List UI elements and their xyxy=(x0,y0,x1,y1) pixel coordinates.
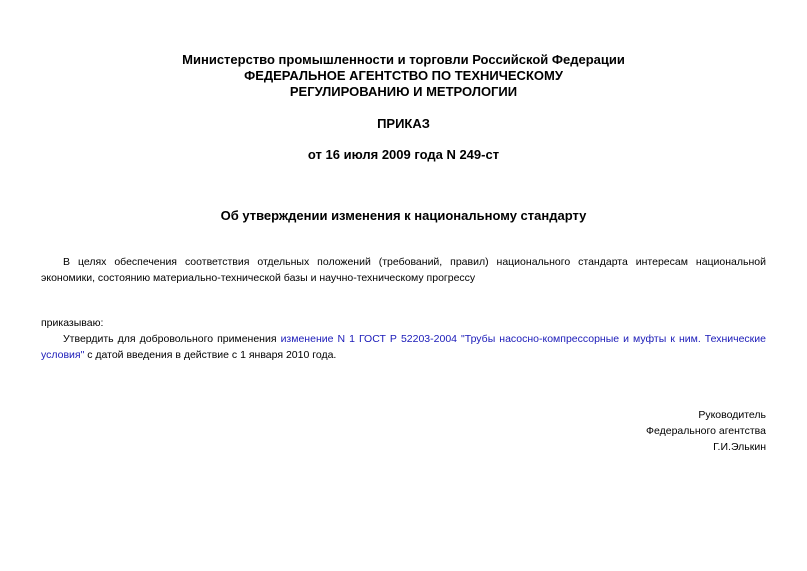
order-title: ПРИКАЗ xyxy=(377,116,430,131)
signatory-name: Г.И.Элькин xyxy=(713,441,766,453)
agency-name-line2: РЕГУЛИРОВАНИЮ И МЕТРОЛОГИИ xyxy=(289,84,518,99)
document-header xyxy=(0,52,807,100)
preamble-paragraph: В целях обеспечения соответствия отдельных положений (требований, правил) национального стандарта интересам национальной экономики, состоянию материально-технической базы и научно-техническому прогрессу xyxy=(41,256,766,284)
decree-word: приказываю: xyxy=(41,317,104,329)
signature-block xyxy=(646,407,766,455)
order-date: от 16 июля 2009 года N 249-ст xyxy=(307,147,500,162)
signatory-organization: Федерального агентства xyxy=(646,425,766,437)
order-subject: Об утверждении изменения к национальному стандарту xyxy=(220,208,587,223)
ministry-name: Министерство промышленности и торговли Российской Федерации xyxy=(182,52,625,67)
signatory-position: Руководитель xyxy=(698,409,766,421)
decree-item-prefix: Утвердить для добровольного применения xyxy=(63,333,281,345)
decree-item-paragraph xyxy=(41,331,766,363)
standard-amendment-link[interactable]: изменение N 1 ГОСТ Р 52203-2004 "Трубы насосно-компрессорные и муфты к ним. Технические условия" xyxy=(41,333,766,361)
agency-name-line1: ФЕДЕРАЛЬНОЕ АГЕНТСТВО ПО ТЕХНИЧЕСКОМУ xyxy=(244,68,563,83)
decree-item-suffix: с датой введения в действие с 1 января 2010 года. xyxy=(84,349,337,361)
